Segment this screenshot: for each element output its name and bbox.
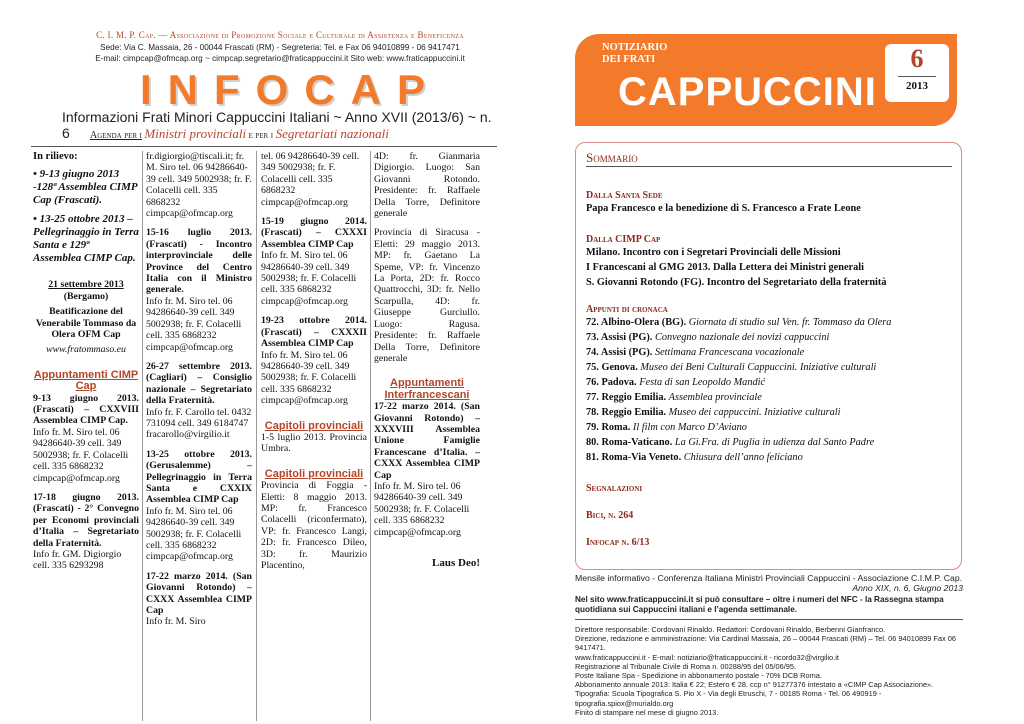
cronaca-title: Museo dei Beni Culturali Cappuccini. Iniziative culturali: [640, 362, 877, 373]
cronaca-place: 78. Reggio Emilia.: [586, 407, 667, 418]
event-place: (Bergamo): [63, 290, 109, 302]
issue-divider: [898, 76, 936, 77]
notiziario-label: NOTIZIARIO: [602, 42, 668, 53]
highlight-bullet: • 13-25 ottobre 2013 – Pellegrinaggio in Terra Santa e 129ª Assemblea CIMP Cap.: [33, 213, 139, 265]
highlight-bullet: • 9-13 giugno 2013 -128ª Assemblea CIMP Cap (Frascati).: [33, 168, 138, 207]
column-2: [146, 151, 252, 721]
event-title: Beatificazione del Venerabile Tommaso da Olera OFM Cap: [35, 306, 137, 341]
cronaca-item: [586, 450, 952, 465]
infocap-title: INFOCAP: [140, 66, 441, 113]
chapter-entry: Provincia di Foggia - Eletti: 8 maggio 2013. MP: fr. Francesco Colacelli (riconfermato), VP: fr. Francesco Langi, 2D: fr. Francesco Dileo, 3D: fr. Maurizio Placentino,: [261, 480, 367, 571]
column-3: [261, 151, 367, 721]
section-heading: Appuntamenti Interfrancescani: [384, 377, 470, 401]
cronaca-title: Assemblea provinciale: [668, 392, 762, 403]
agenda-ministri: Ministri provinciali: [144, 126, 247, 141]
cronaca-place: 73. Assisi (PG).: [586, 332, 653, 343]
cappuccini-title: CAPPUCCINI: [618, 70, 877, 114]
sommario-heading: Dalla CIMP Cap: [586, 234, 661, 245]
cronaca-place: 74. Assisi (PG).: [586, 347, 653, 358]
entry-contact: Info fr. M. Siro tel. 06 94286640-39 cell. 349 5002938; fr. F. Colacelli cell. 335 6868232 cimpcap@ofmcap.org: [146, 505, 242, 563]
colophon-line: Direttore responsabile: Cordovani Rinaldo. Redattori: Cordovani Rinaldo, Berbenni Gianfranco.: [575, 625, 886, 634]
sommario-heading: Appunti di cronaca: [586, 304, 668, 315]
agenda-entry: 17-18 giugno 2013. (Frascati) - 2° Convegno per Economi provinciali d’Italia – Segretariato della Fraternità.: [33, 491, 139, 549]
cronaca-title: Giornata di studio sul Ven. fr. Tommaso da Olera: [688, 317, 892, 328]
cronaca-item: [586, 315, 952, 330]
cronaca-title: Museo dei cappuccini. Iniziative culturali: [668, 407, 841, 418]
entry-contact: tel. 06 94286640-39 cell. 349 5002938; fr. F. Colacelli cell. 335 6868232 cimpcap@ofmcap.org: [261, 151, 360, 208]
footer-rule: [575, 619, 963, 620]
sommario-content: [586, 190, 952, 548]
entry-contact: fr.digiorgio@tiscali.it; fr. M. Siro tel. 06 94286640-39 cell. 349 5002938; fr. F. Colacelli cell. 335 6868232 cimpcap@ofmcap.org: [146, 151, 252, 220]
cronaca-item: [586, 390, 952, 405]
cronaca-item: [586, 375, 952, 390]
cronaca-place: 77. Reggio Emilia.: [586, 392, 667, 403]
cronaca-item: [586, 420, 952, 435]
agenda-entry: 19-23 ottobre 2014. (Frascati) – CXXXII Assemblea CIMP Cap: [261, 315, 367, 350]
cronaca-place: 76. Padova.: [586, 377, 637, 388]
event-date: 21 settembre 2013: [48, 279, 124, 291]
cronaca-place: 75. Genova.: [586, 362, 638, 373]
cronaca-place: 80. Roma-Vaticano.: [586, 437, 673, 448]
column-1: [33, 151, 139, 721]
column-divider: [256, 151, 257, 721]
highlight-text: 13-25 ottobre 2013 – Pellegrinaggio in Terra Santa e 129ª Assemblea CIMP Cap.: [33, 213, 139, 265]
cronaca-title: Festa di san Leopoldo Mandić: [639, 377, 766, 388]
entry-contact: Info fr. M. Siro tel. 06 94286640-39 cell. 349 5002938; fr. F. Colacelli cell. 335 6868232 cimpcap@ofmcap.org: [261, 349, 357, 407]
issue-year: 2013: [906, 80, 928, 92]
sommario-heading: Dalla Santa Sede: [586, 190, 663, 201]
sommario-title: Sommario: [586, 150, 638, 165]
agenda-entry: 17-22 marzo 2014. (San Giovanni Rotondo) – CXXX Assemblea CIMP Cap: [146, 570, 252, 617]
entry-contact: Info fr. F. Carollo tel. 0432 731094 cell. 349 6184747 fracarollo@virgilio.it: [146, 406, 252, 441]
entry-contact: Info fr. M. Siro: [146, 616, 206, 628]
sommario-heading: Segnalazioni: [586, 483, 643, 494]
cronaca-place: 81. Roma-Via Veneto.: [586, 452, 682, 463]
entry-contact: Info fr. M. Siro tel. 06 94286640-39 cell. 349 5002938; fr. F. Colacelli cell. 335 6868232 cimpcap@ofmcap.org: [146, 295, 242, 353]
cronaca-list: [586, 315, 952, 465]
cronaca-item: [586, 435, 952, 450]
colophon-line: Finito di stampare nel mese di giugno 2013.: [575, 707, 719, 717]
colophon-line: www.fraticappuccini.it - E-mail: notiziario@fraticappuccini.it - ricordo32@virgilio.it: [575, 652, 839, 662]
colophon-line: Poste Italiane Spa - Spedizione in abbonamento postale - 70% DCB Roma.: [575, 671, 822, 681]
cronaca-item: [586, 345, 952, 360]
cronaca-title: Il film con Marco D’Aviano: [632, 422, 747, 433]
issue-number: 6: [910, 44, 924, 73]
cronaca-item: [586, 360, 952, 375]
cronaca-title: Chiusura dell’anno feliciano: [683, 452, 803, 463]
closing-text: Laus Deo!: [432, 557, 480, 569]
column-4: [374, 151, 480, 721]
colophon-line: Tipografia: Scuola Tipografica S. Pio X - Via degli Etruschi, 7 - 00185 Roma - Tel. 06 490919 - tipografia.spiox@murialdo.org: [575, 689, 882, 708]
chapter-entry: Provincia di Siracusa - Eletti: 29 maggio 2013. MP: fr. Gaetano La Speme, VP: fr. Vincenzo La Porta, 2D: fr. Rocco Quattrocchi, 3D: fr. Nello Scarpulla, 4D: fr. Giuseppe Gurciullo. Luogo: Ragusa. Presidente: fr. Raffaele Della Torre, Definitore generale: [374, 227, 480, 364]
footer-line2: Anno XIX, n. 6, Giugno 2013: [852, 583, 963, 593]
cronaca-item: [586, 405, 952, 420]
dei-frati-label: DEI FRATI: [602, 54, 656, 65]
entry-contact: Info fr. M. Siro tel. 06 94286640-39 cell. 349 5002938; fr. F. Colacelli cell. 335 6868232 cimpcap@ofmcap.org: [261, 250, 357, 307]
sommario-heading: Bici, n. 264: [586, 510, 634, 521]
cronaca-title: La Gi.Fra. di Puglia in udienza dal Santo Padre: [674, 437, 875, 448]
agenda-segretari: Segretariati nazionali: [275, 126, 389, 141]
sommario-item: Milano. Incontro con i Segretari Provinciali delle Missioni: [586, 247, 841, 258]
colophon-line: Registrazione al Tribunale Civile di Roma n. 00288/95 del 05/06/95.: [575, 661, 797, 671]
cronaca-place: 72. Albino-Olera (BG).: [586, 317, 687, 328]
header-rule: [31, 146, 497, 147]
sommario-item: S. Giovanni Rotondo (FG). Incontro del Segretariato della fraternità: [586, 277, 887, 288]
section-heading: Appuntamenti CIMP Cap: [33, 368, 139, 393]
colophon-line: Abbonamento annuale 2013: Italia € 22; Estero € 28. ccp n° 91277376 intestato a «CIMP Cap Associazione».: [575, 680, 934, 690]
agenda-entry: 15-16 luglio 2013. (Frascati) - Incontro interprovinciale delle Province del Centro Italia con il Ministro generale.: [146, 227, 252, 296]
colophon: [575, 625, 963, 717]
in-rilievo-heading: In rilievo:: [33, 151, 78, 162]
agenda-entry: 9-13 giugno 2013. (Frascati) – CXXVIII Assemblea CIMP Cap.: [33, 392, 139, 427]
event-site[interactable]: www.fratommaso.eu: [46, 344, 126, 356]
sommario-rule: [586, 166, 952, 167]
column-divider: [142, 151, 143, 721]
footer-info: [575, 573, 963, 593]
agenda-entry: 15-19 giugno 2014. (Frascati) – CXXXI Assemblea CIMP Cap: [261, 216, 367, 250]
agenda-mid: e per i: [248, 130, 274, 141]
footer-note: Nel sito www.fraticappuccini.it si può consultare – oltre i numeri del NFC - la Rassegna stampa quotidiana sui Cappuccini italiani e l’agenda settimanale.: [575, 595, 944, 614]
agenda-line: [90, 126, 500, 142]
agenda-entry: 26-27 settembre 2013. (Cagliari) – Consiglio nazionale – Segretariato della Fraternità.: [146, 360, 252, 407]
email-line: E-mail: cimpcap@ofmcap.org ~ cimpcap.segretario@fraticappuccini.it Sito web: www.fraticappuccini.it: [95, 54, 465, 63]
chapter-entry: 1-5 luglio 2013. Provincia Umbra.: [261, 431, 367, 455]
section-heading: Capitoli provinciali: [264, 467, 364, 480]
agenda-entry: 13-25 ottobre 2013. (Gerusalemme) – Pellegrinaggio in Terra Santa e CXXIX Assemblea CIMP Cap: [146, 448, 252, 506]
sommario-item: Papa Francesco e la benedizione di S. Francesco a Frate Leone: [586, 203, 861, 214]
entry-contact: Info fr. M. Siro tel. 06 94286640-39 cell. 349 5002938; fr. F. Colacelli cell. 335 6868232 cimpcap@ofmcap.org: [33, 426, 129, 484]
entry-contact: Info fr. GM. Digiorgio cell. 335 6293298: [33, 548, 122, 572]
cronaca-place: 79. Roma.: [586, 422, 631, 433]
highlight-text: 9-13 giugno 2013 -128ª Assemblea CIMP Cap (Frascati).: [33, 168, 138, 207]
address-line: Sede: Via C. Massaia, 26 - 00044 Frascati (RM) - Segreteria: Tel. e Fax 06 94010899 - 06 9417471: [100, 43, 460, 52]
footer-line1: Mensile informativo - Conferenza Italiana Ministri Provinciali Cappuccini - Associazione C.I.M.P. Cap.: [575, 573, 963, 583]
agenda-entry: 17-22 marzo 2014. (San Giovanni Rotondo) – XXXVIII Assemblea Unione Famiglie Francescane d’Italia. – CXXX Assemblea CIMP Cap: [374, 401, 480, 481]
sommario-heading: Infocap n. 6/13: [586, 537, 650, 548]
cronaca-title: Convegno nazionale dei novizi cappuccini: [654, 332, 830, 343]
section-heading: Capitoli provinciali: [264, 419, 364, 432]
sommario-item: I Francescani al GMG 2013. Dalla Lettera dei Ministri generali: [586, 262, 864, 273]
association-line: C. I. M. P. Cap. — Associazione di Promozione Sociale e Culturale di Assistenza e Beneficenza: [96, 30, 464, 40]
entry-contact: Info fr. M. Siro tel. 06 94286640-39 cell. 349 5002938; fr. F. Colacelli cell. 335 6868232 cimpcap@ofmcap.org: [374, 480, 470, 538]
agenda-prefix: Agenda per i: [90, 130, 142, 141]
chapter-entry: 4D: fr. Gianmaria Digiorgio. Luogo: San Giovanni Rotondo. Presidente: fr. Raffaele Della Torre, Definitore generale: [374, 151, 480, 220]
cronaca-title: Settimana Francescana vocazionale: [654, 347, 805, 358]
colophon-line: Direzione, redazione e amministrazione: Via Cardinal Massaia, 26 – 00044 Frascati (RM) – Tel. 06 94010899 Fax 06 9417471.: [575, 634, 956, 653]
infocap-subtitle: Informazioni Frati Minori Cappuccini Italiani ~ Anno XVII (2013/6) ~ n. 6: [62, 109, 492, 141]
cronaca-item: [586, 330, 952, 345]
column-divider: [370, 151, 371, 721]
